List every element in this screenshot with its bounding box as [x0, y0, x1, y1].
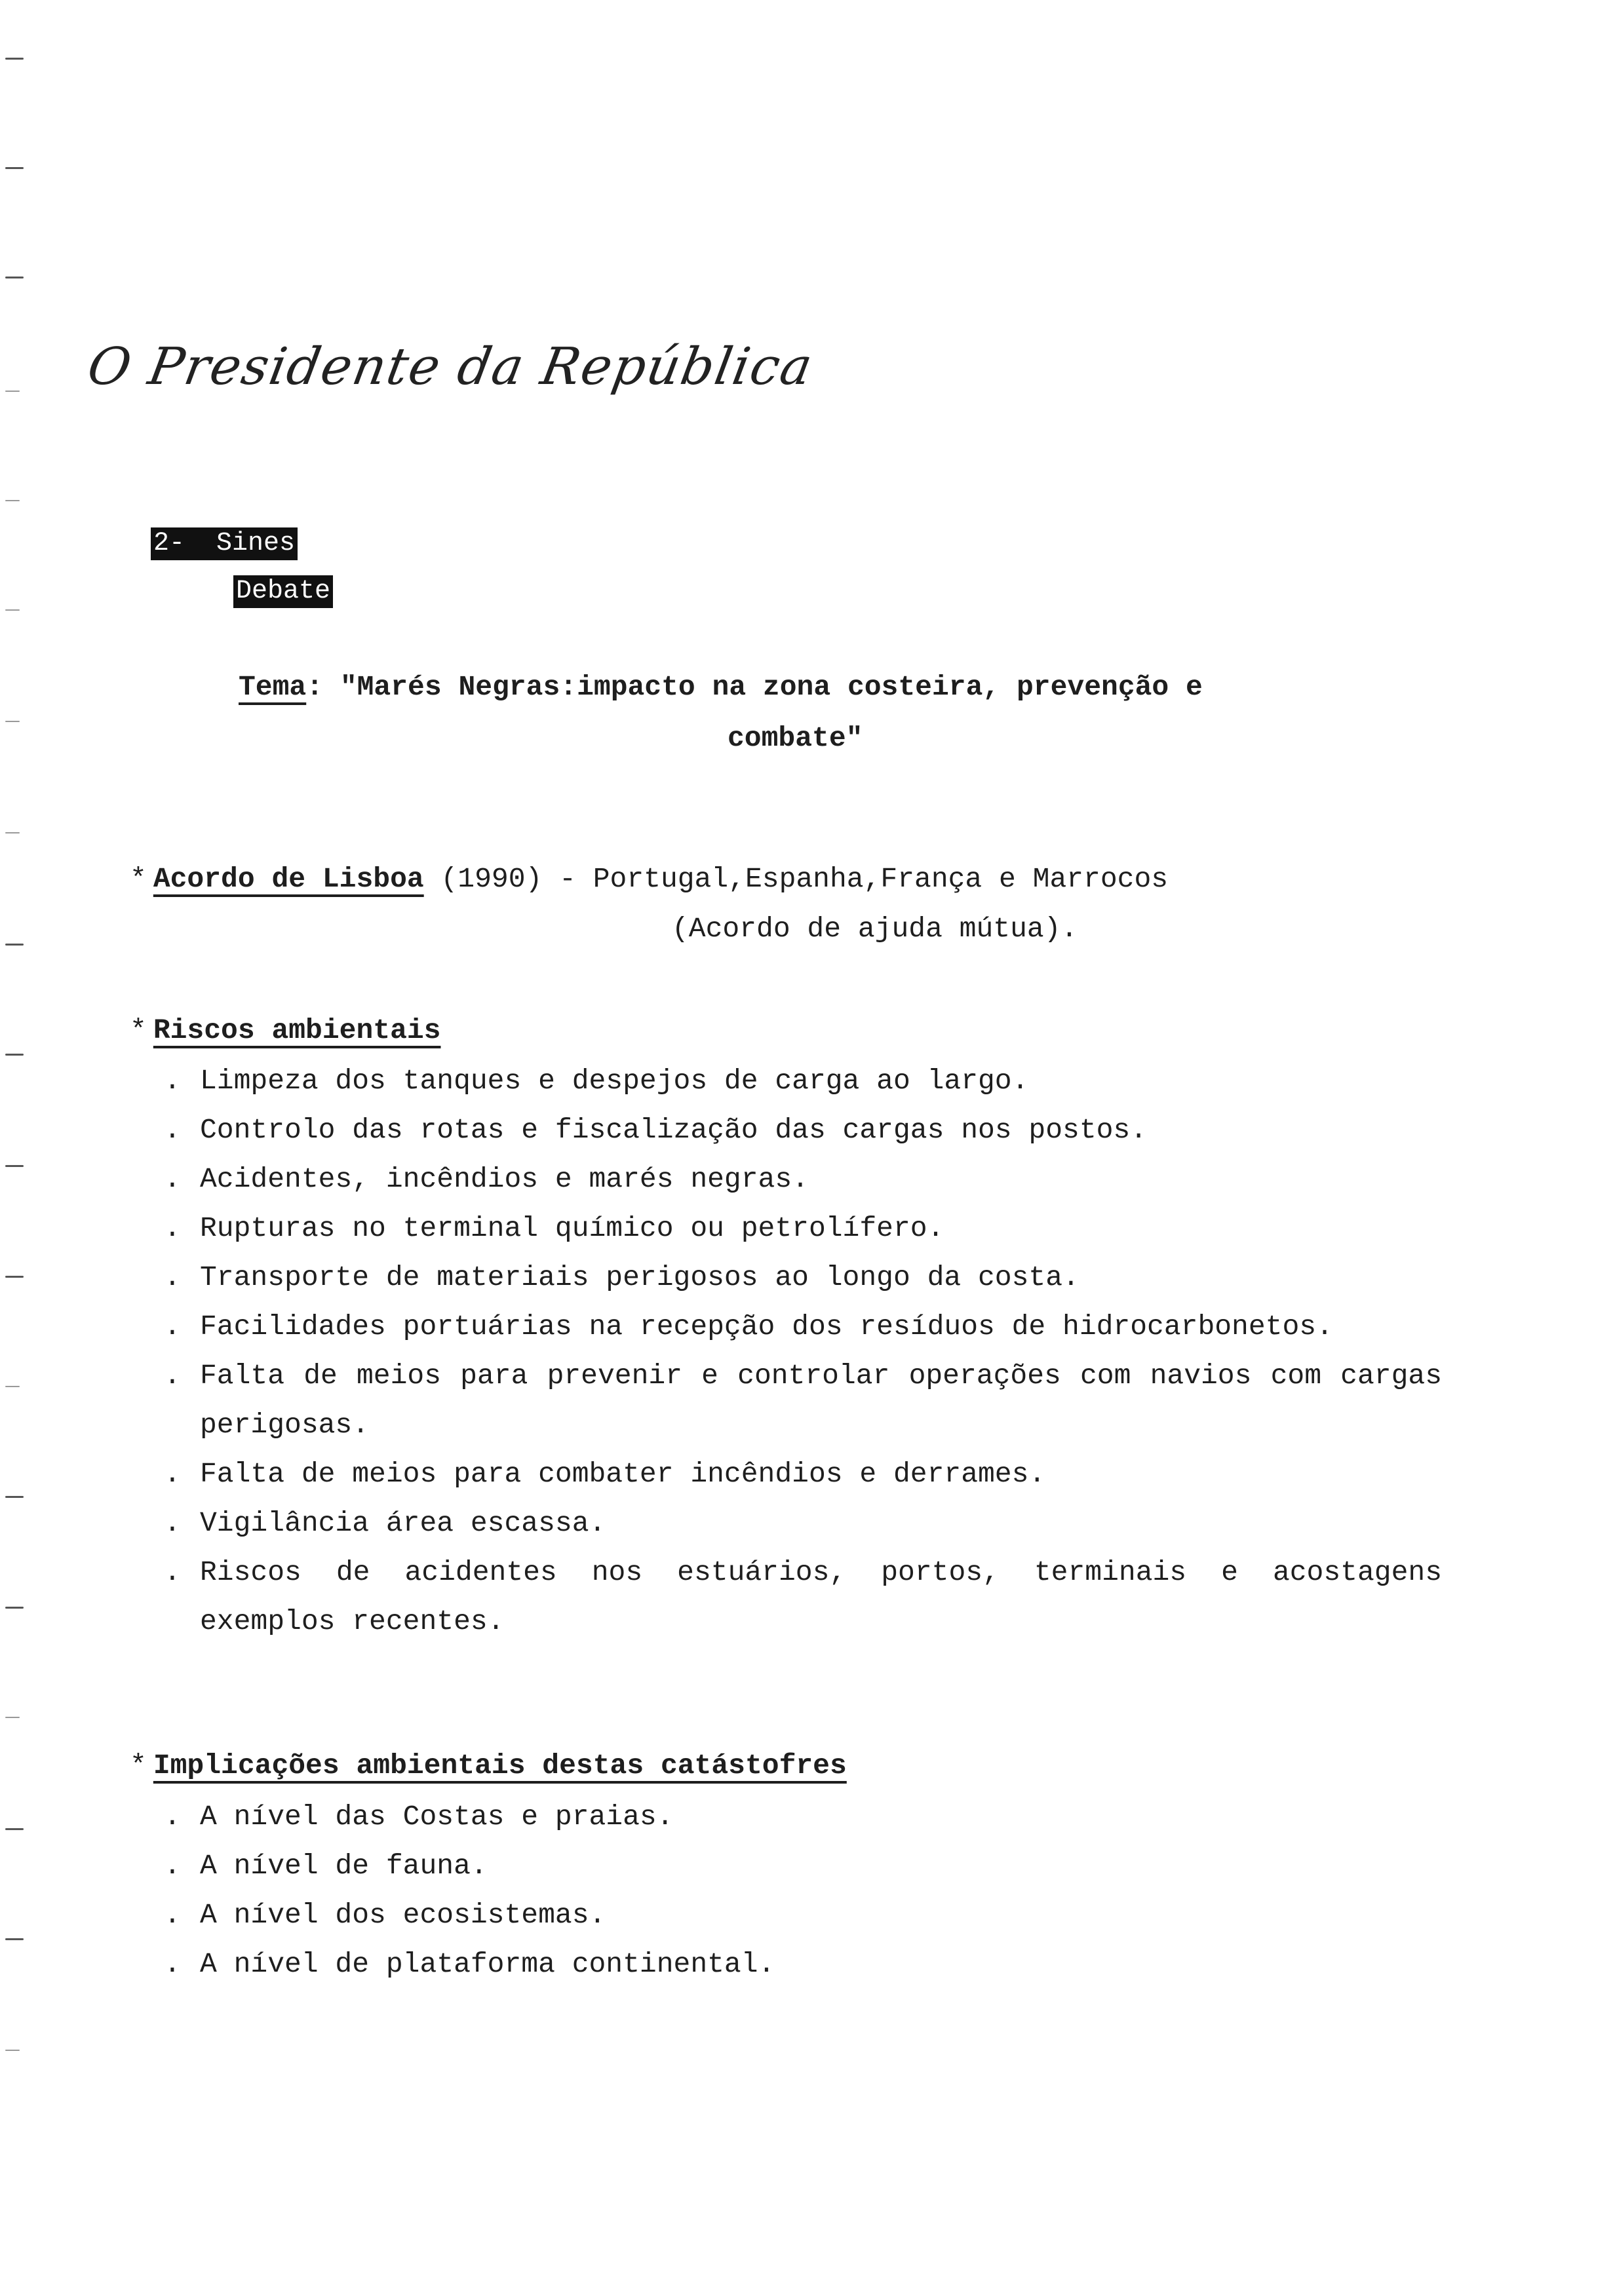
- acordo-heading: [130, 856, 1168, 902]
- acordo-title: Acordo de Lisboa: [153, 863, 424, 895]
- margin-mark: [5, 1607, 24, 1609]
- section-identifier: [151, 527, 298, 560]
- section-place: Sines: [216, 529, 296, 558]
- acordo-continuation: (Acordo de ajuda mútua).: [672, 913, 1078, 945]
- margin-mark: [5, 832, 20, 833]
- margin-mark: [5, 944, 24, 946]
- list-item: . Falta de meios para combater incêndios e derrames.: [164, 1458, 1046, 1490]
- implicacoes-list: [164, 1792, 1442, 1989]
- list-item: . Falta de meios para prevenir e controlar operações com navios com cargas perigosas.: [164, 1360, 1442, 1441]
- list-item: . A nível das Costas e praias.: [164, 1801, 674, 1833]
- asterisk: *: [130, 1014, 147, 1046]
- margin-mark: [5, 2050, 20, 2051]
- acordo-detail: (1990) - Portugal,Espanha,França e Marrocos: [423, 863, 1169, 895]
- margin-mark: [5, 1165, 24, 1167]
- asterisk: *: [130, 863, 147, 895]
- margin-mark: [5, 277, 24, 278]
- margin-mark: [5, 1276, 24, 1278]
- section-number: 2-: [153, 529, 185, 558]
- tema-continuation: combate": [728, 722, 863, 754]
- list-item: . Riscos de acidentes nos estuários, portos, terminais e acostagens exemplos recentes.: [164, 1556, 1442, 1637]
- margin-mark: [5, 500, 20, 501]
- list-item: . Vigilância área escassa.: [164, 1507, 606, 1539]
- tema-text: : "Marés Negras:impacto na zona costeira, prevenção e: [306, 671, 1203, 703]
- list-item: . Rupturas no terminal químico ou petrolífero.: [164, 1212, 944, 1244]
- margin-mark: [5, 1938, 24, 1940]
- margin-mark: [5, 391, 20, 392]
- implicacoes-title: Implicações ambientais destas catástofres: [153, 1750, 847, 1782]
- margin-mark: [5, 1496, 24, 1498]
- margin-mark: [5, 721, 20, 722]
- margin-mark: [5, 1386, 20, 1387]
- margin-mark: [5, 1054, 24, 1056]
- list-item: . Facilidades portuárias na recepção dos resíduos de hidrocarbonetos.: [164, 1311, 1333, 1343]
- list-item: . A nível dos ecosistemas.: [164, 1899, 606, 1931]
- list-item: . Limpeza dos tanques e despejos de carga ao largo.: [164, 1065, 1029, 1097]
- asterisk: *: [130, 1750, 147, 1782]
- list-item: . A nível de fauna.: [164, 1850, 488, 1882]
- tema-label: Tema: [239, 671, 307, 703]
- margin-mark: [5, 609, 20, 611]
- riscos-title: Riscos ambientais: [153, 1014, 441, 1046]
- margin-mark: [5, 1717, 20, 1718]
- list-item: . Controlo das rotas e fiscalização das cargas nos postos.: [164, 1114, 1148, 1146]
- section-type: Debate: [233, 575, 333, 608]
- riscos-heading: [130, 1008, 440, 1054]
- list-item: . Acidentes, incêndios e marés negras.: [164, 1163, 809, 1195]
- implicacoes-heading: [130, 1743, 847, 1789]
- list-item: . A nível de plataforma continental.: [164, 1948, 775, 1980]
- letterhead: O Presidente da República: [83, 337, 818, 396]
- margin-mark: [5, 58, 24, 60]
- riscos-list: [164, 1056, 1442, 1646]
- margin-mark: [5, 1828, 24, 1830]
- tema-line: [239, 662, 1203, 713]
- list-item: . Transporte de materiais perigosos ao longo da costa.: [164, 1261, 1080, 1293]
- margin-mark: [5, 167, 24, 169]
